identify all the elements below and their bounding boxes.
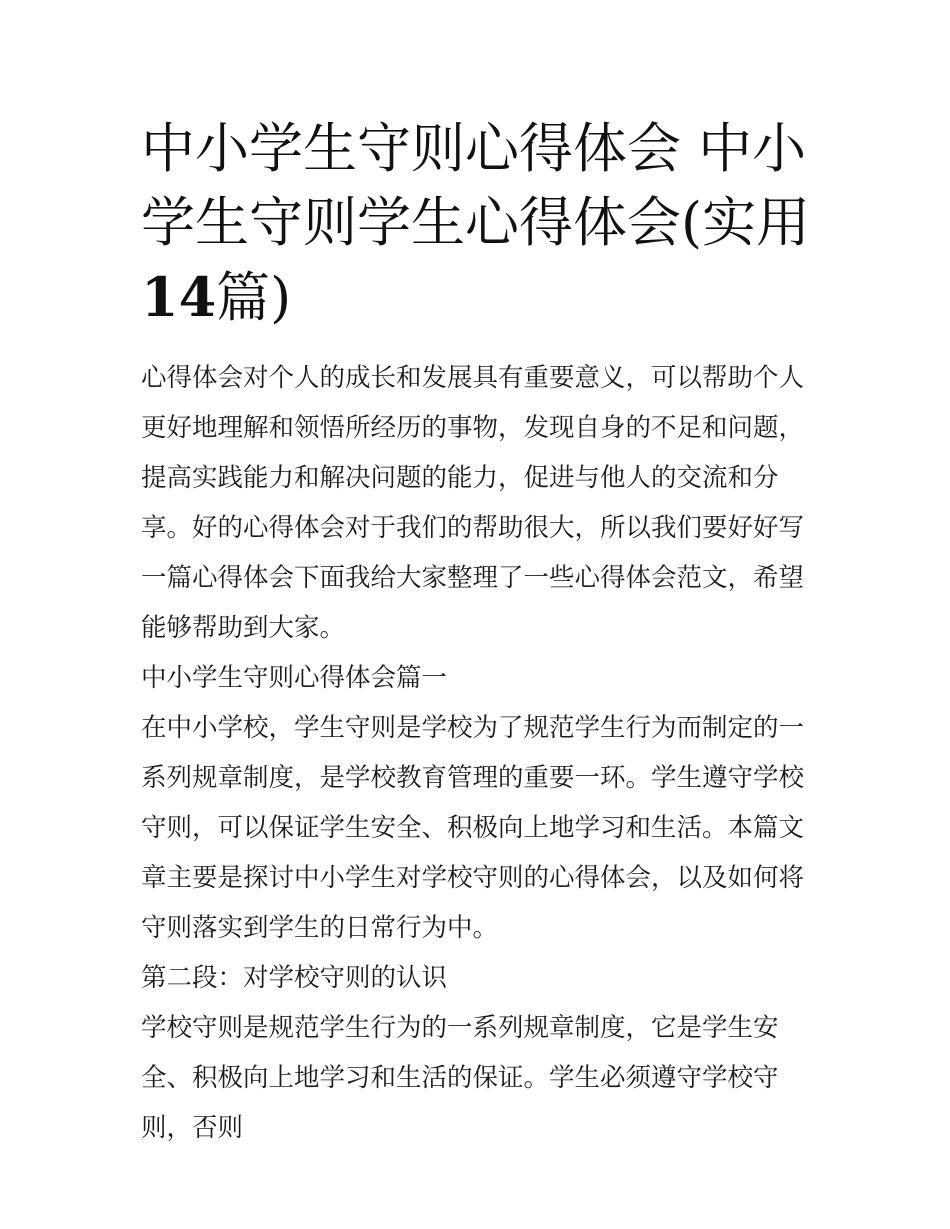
document-body <box>141 353 816 1153</box>
section-heading: 中小学生守则心得体会篇一 <box>141 663 448 693</box>
intro-paragraph: 心得体会对个人的成长和发展具有重要意义，可以帮助个人更好地理解和领悟所经历的事物，发现自身的不足和问题，提高实践能力和解决问题的能力，促进与他人的交流和分享。好的心得体会对于我们的帮助很大，所以我们要好好写一篇心得体会下面我给大家整理了一些心得体会范文，希望能够帮助到大家。 <box>141 363 805 643</box>
body-paragraph: 在中小学校，学生守则是学校为了规范学生行为而制定的一系列规章制度，是学校教育管理的重要一环。学生遵守学校守则，可以保证学生安全、积极向上地学习和生活。本篇文章主要是探讨中小学生对学校守则的心得体会，以及如何将守则落实到学生的日常行为中。 <box>141 713 805 943</box>
body-paragraph: 学校守则是规范学生行为的一系列规章制度，它是学生安全、积极向上地学习和生活的保证。学生必须遵守学校守则，否则 <box>141 1013 779 1143</box>
title-number: 14 <box>141 265 217 329</box>
section-heading: 第二段：对学校守则的认识 <box>141 963 448 993</box>
title-main: 中小学生守则心得体会 中小学生守则学生心得体会(实用 <box>141 117 811 254</box>
document-title <box>141 112 821 335</box>
title-end: 篇) <box>216 266 292 329</box>
